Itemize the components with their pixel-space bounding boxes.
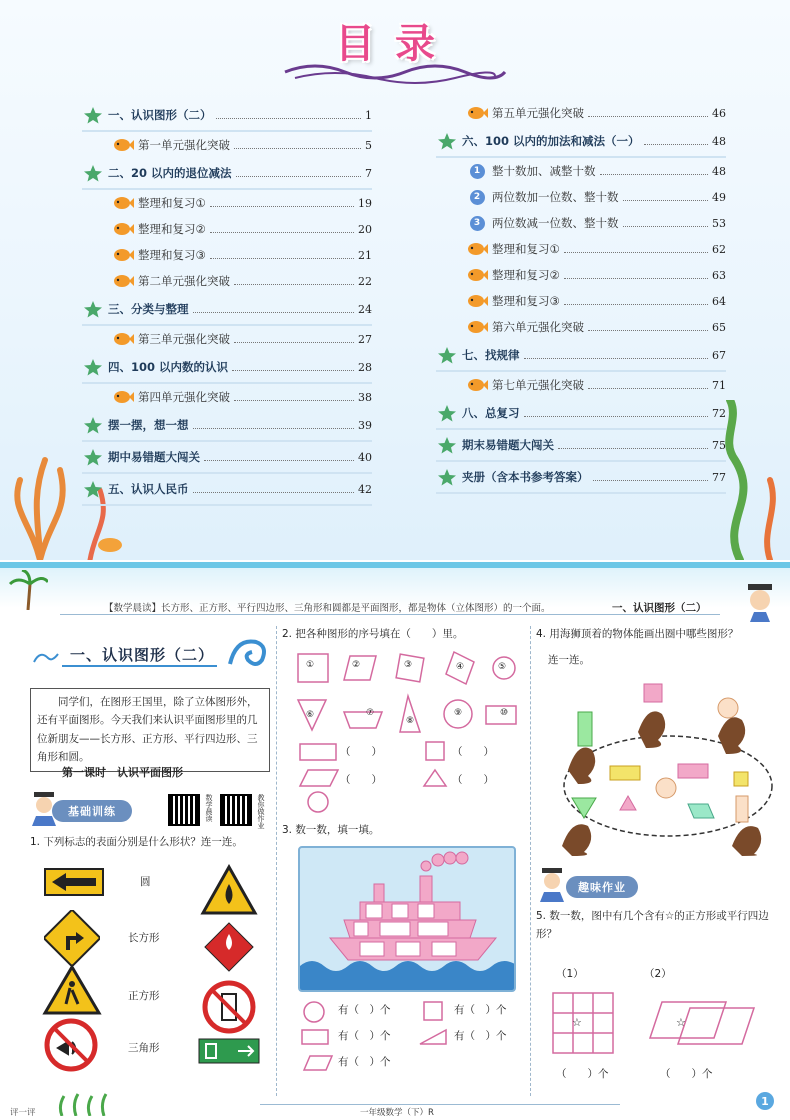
qr-label: 教你做作业 xyxy=(257,794,265,829)
toc-item[interactable] xyxy=(436,126,726,158)
toc-item-label: 整理和复习② xyxy=(138,222,206,236)
q5-part-1-label: （1） xyxy=(556,968,584,980)
fish-icon xyxy=(112,136,134,154)
answer-blank[interactable]: （ ） xyxy=(340,774,382,786)
starfish-icon xyxy=(436,132,458,150)
starfish-icon xyxy=(83,448,103,466)
starfish-icon xyxy=(437,404,457,422)
toc-item-label: 七、找规律 xyxy=(462,348,520,362)
toc-item-label: 第六单元强化突破 xyxy=(492,320,584,334)
toc-leader-dots xyxy=(564,278,708,279)
unit-title-underline xyxy=(62,665,217,667)
toc-item-page: 40 xyxy=(358,450,372,464)
fish-icon xyxy=(466,376,488,394)
fish-icon xyxy=(466,105,488,121)
toc-item-label: 整理和复习② xyxy=(492,268,560,282)
starfish-icon xyxy=(83,106,103,124)
starfish-icon xyxy=(82,300,104,318)
fun-homework-badge: 趣味作业 xyxy=(566,876,638,898)
toc-leader-dots xyxy=(236,176,361,177)
flammable-sign-icon xyxy=(204,922,254,972)
fish-icon xyxy=(112,137,134,153)
shape-number: ⑥ xyxy=(306,710,315,720)
toc-item-page: 53 xyxy=(712,216,726,230)
number-badge xyxy=(466,188,488,206)
no-entry-sign-icon xyxy=(202,980,256,1034)
shape-number: ④ xyxy=(456,662,465,672)
starfish-icon xyxy=(82,358,104,376)
toc-item[interactable] xyxy=(436,184,726,210)
shape-word: 圆 xyxy=(140,876,151,888)
exit-sign-icon xyxy=(198,1038,260,1064)
toc-item-label: 夹册（含本书参考答案） xyxy=(462,470,589,484)
toc-item-label: 摆一摆，想一想 xyxy=(108,418,189,432)
starfish-icon xyxy=(83,358,103,376)
shape-number: ⑤ xyxy=(498,662,507,672)
toc-leader-dots xyxy=(210,206,354,207)
star-icon: ☆ xyxy=(572,1016,582,1029)
student-icon xyxy=(538,868,566,902)
toc-item-page: 22 xyxy=(358,274,372,288)
header-line xyxy=(60,614,720,615)
toc-item-page: 46 xyxy=(712,106,726,120)
book-page xyxy=(0,562,790,1120)
toc-leader-dots xyxy=(593,480,709,481)
toc-leader-dots xyxy=(564,252,708,253)
question-4-line1: 4. 用海狮顶着的物体能画出圈中哪些图形？ xyxy=(536,628,739,640)
toc-leader-dots xyxy=(232,370,354,371)
toc-item-label: 期末易错题大闯关 xyxy=(462,438,554,452)
number-badge xyxy=(466,214,488,232)
fish-icon xyxy=(466,377,488,393)
shape-number: ② xyxy=(352,660,361,670)
starfish-icon xyxy=(82,416,104,434)
starfish-icon xyxy=(437,468,457,486)
toc-item-page: 24 xyxy=(358,302,372,316)
toc-item-label: 第五单元强化突破 xyxy=(492,106,584,120)
toc-leader-dots xyxy=(234,342,354,343)
starfish-icon xyxy=(437,346,457,364)
wave-swirl-icon xyxy=(226,634,270,674)
parallelogram-figure xyxy=(640,998,760,1048)
shape-word: 长方形 xyxy=(128,932,160,944)
toc-item-label: 两位数减一位数、整十数 xyxy=(492,216,619,230)
toc-item-page: 67 xyxy=(712,348,726,362)
sea-lion-puzzle xyxy=(548,680,780,856)
toc-item-label: 四、100 以内数的认识 xyxy=(108,360,229,374)
toc-item-page: 49 xyxy=(712,190,726,204)
toc-leader-dots xyxy=(210,258,354,259)
fish-icon xyxy=(466,292,488,310)
toc-item[interactable] xyxy=(82,410,372,442)
q5-answer-blank[interactable]: （ ）个 xyxy=(660,1068,713,1080)
toc-leader-dots xyxy=(216,118,362,119)
pedestrian-sign-icon xyxy=(42,964,102,1016)
toc-item-page: 72 xyxy=(712,406,726,420)
starfish-icon xyxy=(82,448,104,466)
no-horn-sign-icon xyxy=(44,1018,98,1072)
toc-leader-dots xyxy=(564,304,708,305)
toc-item[interactable] xyxy=(82,242,372,268)
starfish-icon xyxy=(83,164,103,182)
toc-item[interactable] xyxy=(436,314,726,340)
fish-icon xyxy=(466,318,488,336)
toc-item[interactable] xyxy=(436,340,726,372)
toc-leader-dots xyxy=(193,492,355,493)
count-blank[interactable]: 有（ ）个 xyxy=(338,1056,391,1068)
toc-item-page: 77 xyxy=(712,470,726,484)
toc-item-label: 第二单元强化突破 xyxy=(138,274,230,288)
toc-leader-dots xyxy=(193,312,355,313)
toc-item-label: 整理和复习① xyxy=(138,196,206,210)
toc-item[interactable] xyxy=(436,430,726,462)
count-blank[interactable]: 有（ ）个 xyxy=(454,1030,507,1042)
toc-item-page: 48 xyxy=(712,134,726,148)
starfish-icon xyxy=(436,436,458,454)
toc-leader-dots xyxy=(210,232,354,233)
toc-item-page: 7 xyxy=(365,166,372,180)
fish-icon xyxy=(112,331,134,347)
toc-item-page: 71 xyxy=(712,378,726,392)
toc-item[interactable] xyxy=(436,210,726,236)
lesson-title: 第一课时 认识平面图形 xyxy=(62,766,183,779)
toc-item[interactable] xyxy=(436,158,726,184)
fish-icon xyxy=(466,241,488,257)
toc-item[interactable] xyxy=(436,236,726,262)
question-4-line2: 连一连。 xyxy=(548,653,590,666)
toc-item[interactable] xyxy=(436,462,726,494)
fish-icon xyxy=(112,221,134,237)
footer-book: 一年级数学（下）R xyxy=(360,1108,434,1118)
toc-item-label: 第七单元强化突破 xyxy=(492,378,584,392)
toc-item[interactable] xyxy=(436,288,726,314)
toc-item-label: 三、分类与整理 xyxy=(108,302,189,316)
shape-number: ⑩ xyxy=(500,708,509,718)
count-blank[interactable]: 有（ ）个 xyxy=(454,1004,507,1016)
toc-item[interactable] xyxy=(82,100,372,132)
toc-item[interactable] xyxy=(436,100,726,126)
left-arrow-sign-icon xyxy=(44,868,104,896)
shape-word: 三角形 xyxy=(128,1042,160,1054)
number-badge xyxy=(466,162,488,180)
toc-item-page: 48 xyxy=(712,164,726,178)
toc-item-page: 65 xyxy=(712,320,726,334)
starfish-icon xyxy=(436,404,458,422)
toc-item-label: 整理和复习① xyxy=(492,242,560,256)
toc-item[interactable] xyxy=(82,216,372,242)
question-2: 2. 把各种图形的序号填在（ ）里。 xyxy=(282,628,464,640)
toc-item[interactable] xyxy=(436,372,726,398)
q5-answer-blank[interactable]: （ ）个 xyxy=(556,1068,609,1080)
toc-item-page: 38 xyxy=(358,390,372,404)
toc-item[interactable] xyxy=(82,132,372,158)
footer-line xyxy=(260,1104,620,1105)
toc-item[interactable] xyxy=(82,442,372,474)
toc-leader-dots xyxy=(234,400,354,401)
toc-title: 目录 xyxy=(335,21,455,67)
toc-leader-dots xyxy=(623,200,709,201)
toc-item[interactable] xyxy=(436,262,726,288)
toc-item[interactable] xyxy=(82,352,372,384)
starfish-icon xyxy=(82,480,104,498)
count-blank[interactable]: 有（ ）个 xyxy=(338,1030,391,1042)
qr-code-icon[interactable] xyxy=(168,794,200,826)
fish-icon xyxy=(112,388,134,406)
toc-leader-dots xyxy=(193,428,355,429)
q5-part-2-label: （2） xyxy=(644,968,672,980)
toc-item-page: 27 xyxy=(358,332,372,346)
starfish-icon xyxy=(436,468,458,486)
toc-leader-dots xyxy=(234,284,354,285)
fish-icon xyxy=(112,194,134,212)
wave-icon xyxy=(275,60,515,84)
qr-label: 数学晨读 xyxy=(205,794,213,822)
toc-item-page: 63 xyxy=(712,268,726,282)
toc-item-page: 64 xyxy=(712,294,726,308)
question-4 xyxy=(536,626,738,670)
toc-item-page: 62 xyxy=(712,242,726,256)
starfish-icon xyxy=(437,436,457,454)
column-divider xyxy=(530,626,531,1096)
toc-item-page: 20 xyxy=(358,222,372,236)
count-blank[interactable]: 有（ ）个 xyxy=(338,1004,391,1016)
toc-leader-dots xyxy=(600,174,709,175)
toc-leader-dots xyxy=(204,460,354,461)
unit-title: 一、认识图形（二） xyxy=(70,646,215,664)
answer-blank[interactable]: （ ） xyxy=(340,746,382,758)
toc-item-label: 八、总复习 xyxy=(462,406,520,420)
ship-icon xyxy=(300,848,516,992)
toc-leader-dots xyxy=(588,388,708,389)
page-number: 1 xyxy=(756,1092,774,1110)
toc-item-label: 第三单元强化突破 xyxy=(138,332,230,346)
fish-icon xyxy=(112,195,134,211)
fish-icon xyxy=(112,330,134,348)
toc-left-column xyxy=(82,100,372,506)
fish-icon xyxy=(466,293,488,309)
starfish-icon xyxy=(436,346,458,364)
shape-number: ③ xyxy=(404,660,413,670)
shape-number: ① xyxy=(306,660,315,670)
column-divider xyxy=(276,626,277,1096)
grid-figure xyxy=(552,992,614,1054)
toc-item-label: 整理和复习③ xyxy=(492,294,560,308)
toc-item[interactable] xyxy=(82,294,372,326)
question-3: 3. 数一数，填一填。 xyxy=(282,824,380,836)
toc-item[interactable] xyxy=(82,474,372,506)
toc-item-page: 19 xyxy=(358,196,372,210)
starfish-icon xyxy=(82,106,104,124)
toc-item[interactable] xyxy=(82,326,372,352)
fish-icon xyxy=(112,247,134,263)
seaweed-icon xyxy=(56,1092,116,1116)
toc-leader-dots xyxy=(623,226,709,227)
starfish-icon xyxy=(437,132,457,150)
turn-sign-icon xyxy=(44,910,100,966)
question-1: 1. 下列标志的表面分别是什么形状？连一连。 xyxy=(30,836,243,848)
footer-rate: 评一评 xyxy=(10,1108,36,1118)
header-unit: 一、认识图形（二） xyxy=(612,602,707,614)
fire-warning-sign-icon xyxy=(200,864,258,916)
toc-item-label: 六、100 以内的加法和减法（一） xyxy=(462,134,640,148)
star-icon: ☆ xyxy=(676,1016,686,1029)
starfish-icon xyxy=(83,300,103,318)
fish-icon xyxy=(466,266,488,284)
fish-icon xyxy=(112,246,134,264)
toc-item-page: 75 xyxy=(712,438,726,452)
toc-item-page: 1 xyxy=(365,108,372,122)
number-circle: 2 xyxy=(470,190,485,205)
qr-code-icon[interactable] xyxy=(220,794,252,826)
toc-item-page: 28 xyxy=(358,360,372,374)
fish-icon xyxy=(112,389,134,405)
toc-item[interactable] xyxy=(82,158,372,190)
starfish-icon xyxy=(82,164,104,182)
toc-leader-dots xyxy=(524,416,709,417)
ship-picture xyxy=(298,846,516,992)
palm-tree-icon xyxy=(8,570,48,610)
intro-text: 同学们，在图形王国里，除了立体图形外，还有平面图形。今天我们来认识平面图形里的几位新朋友——长方形、正方形、平行四边形、三角形和圆。 xyxy=(30,688,270,772)
toc-item[interactable] xyxy=(82,268,372,294)
toc-item-label: 二、20 以内的退位减法 xyxy=(108,166,232,180)
basic-training-badge: 基础训练 xyxy=(52,800,132,822)
toc-item[interactable] xyxy=(436,398,726,430)
toc-leader-dots xyxy=(644,144,708,145)
number-circle: 1 xyxy=(470,164,485,179)
question-5: 5. 数一数，图中有几个含有☆的正方形或平行四边形？ xyxy=(536,910,769,940)
fish-icon xyxy=(112,273,134,289)
toc-leader-dots xyxy=(234,148,361,149)
toc-leader-dots xyxy=(524,358,709,359)
shape-word: 正方形 xyxy=(128,990,160,1002)
toc-item-label: 整理和复习③ xyxy=(138,248,206,262)
toc-leader-dots xyxy=(558,448,708,449)
toc-item-label: 两位数加一位数、整十数 xyxy=(492,190,619,204)
toc-item-label: 期中易错题大闯关 xyxy=(108,450,200,464)
swirl-left-icon xyxy=(30,648,60,668)
toc-leader-dots xyxy=(588,330,708,331)
toc-item-page: 21 xyxy=(358,248,372,262)
shape-number: ⑨ xyxy=(454,708,463,718)
toc-item-label: 整十数加、减整十数 xyxy=(492,164,596,178)
fish-icon xyxy=(112,220,134,238)
fish-icon xyxy=(466,240,488,258)
toc-item-label: 一、认识图形（二） xyxy=(108,108,212,122)
toc-item[interactable] xyxy=(82,384,372,410)
shape-number: ⑦ xyxy=(366,708,375,718)
fish-icon xyxy=(466,319,488,335)
toc-item-page: 39 xyxy=(358,418,372,432)
toc-item[interactable] xyxy=(82,190,372,216)
toc-item-page: 42 xyxy=(358,482,372,496)
starfish-icon xyxy=(83,416,103,434)
toc-leader-dots xyxy=(588,116,708,117)
toc-item-label: 第四单元强化突破 xyxy=(138,390,230,404)
answer-blank[interactable]: （ ） xyxy=(452,774,494,786)
toc-item-label: 五、认识人民币 xyxy=(108,482,189,496)
toc-item-page: 5 xyxy=(365,138,372,152)
boy-avatar-icon xyxy=(740,582,780,622)
toc-item-label: 第一单元强化突破 xyxy=(138,138,230,152)
toc-right-column xyxy=(436,100,726,494)
header-reading: 【数学晨读】长方形、正方形、平行四边形、三角形和圆都是平面图形，都是物体（立体图形）的一个面。 xyxy=(104,603,551,614)
shape-number: ⑧ xyxy=(406,716,415,726)
starfish-icon xyxy=(83,480,103,498)
fish-icon xyxy=(466,104,488,122)
number-circle: 3 xyxy=(470,216,485,231)
fish-icon xyxy=(466,267,488,283)
answer-blank[interactable]: （ ） xyxy=(452,746,494,758)
fish-icon xyxy=(112,272,134,290)
